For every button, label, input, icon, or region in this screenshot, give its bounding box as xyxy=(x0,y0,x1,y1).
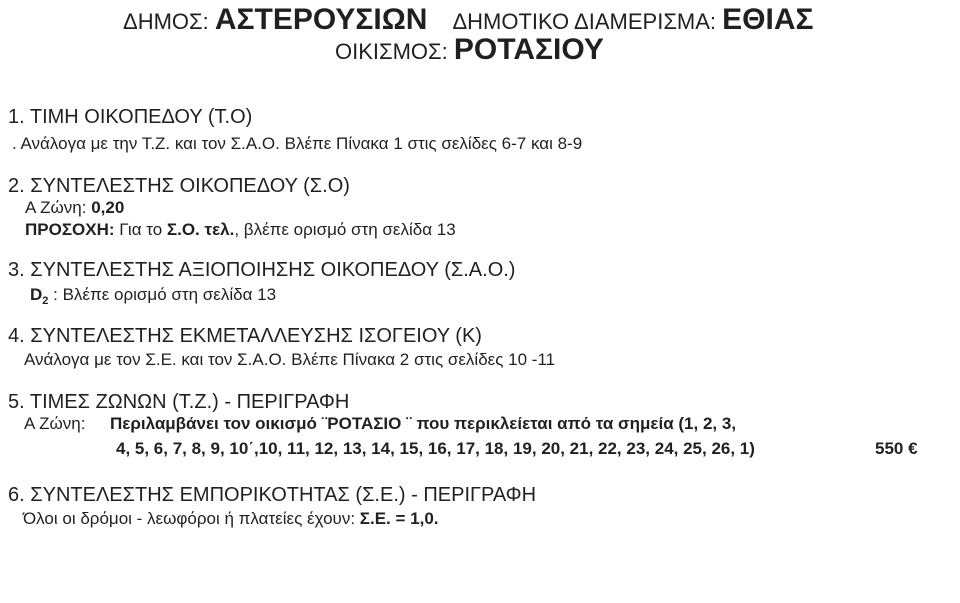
note-text-1: Για το xyxy=(119,220,163,239)
section-6-text: Όλοι οι δρόμοι - λεωφόροι ή πλατείες έχουν: xyxy=(23,509,356,528)
section-5-title: 5. ΤΙΜΕΣ ΖΩΝΩΝ (Τ.Ζ.) - ΠΕΡΙΓΡΑΦΗ xyxy=(8,391,350,413)
section-1-text: . Ανάλογα με την Τ.Ζ. και τον Σ.Α.Ο. Βλέπε Πίνακα 1 στις σελίδες 6-7 και 8-9 xyxy=(12,134,583,153)
oikismos-value: ΡΟΤΑΣΙΟΥ xyxy=(453,33,604,66)
section-6-title: 6. ΣΥΝΤΕΛΕΣΤΗΣ ΕΜΠΟΡΙΚΟΤΗΤΑΣ (Σ.Ε.) - ΠΕΡΙΓΡΑΦΗ xyxy=(8,484,537,506)
zone-value: 0,20 xyxy=(91,198,125,217)
header-line-1 xyxy=(123,3,814,37)
section-4-text: Ανάλογα με τον Σ.Ε. και τον Σ.Α.Ο. Βλέπε Πίνακα 2 στις σελίδες 10 -11 xyxy=(24,350,556,369)
dimos-label: ΔΗΜΟΣ: xyxy=(123,9,209,34)
section-5-price: 550 € xyxy=(875,439,918,458)
d-label: D xyxy=(30,285,43,304)
section-3-title: 3. ΣΥΝΤΕΛΕΣΤΗΣ ΑΞΙΟΠΟΙΗΣΗΣ ΟΙΚΟΠΕΔΟΥ (Σ.Α.Ο.) xyxy=(8,259,516,281)
diamerisma-value: ΕΘΙΑΣ xyxy=(722,3,814,36)
section-2-note xyxy=(25,220,456,240)
header-line-2 xyxy=(335,33,604,67)
section-6-value: Σ.Ε. = 1,0. xyxy=(359,509,439,528)
section-3-d2 xyxy=(30,285,276,307)
oikismos-label: ΟΙΚΙΣΜΟΣ: xyxy=(335,39,448,64)
note-text-2: , βλέπε ορισμό στη σελίδα 13 xyxy=(234,220,456,239)
section-5-desc-1: Περιλαμβάνει τον οικισμό ¨ΡΟΤΑΣΙΟ ¨ που περικλείεται από τα σημεία (1, 2, 3, xyxy=(110,414,737,433)
section-1-title: 1. ΤΙΜΗ ΟΙΚΟΠΕΔΟΥ (Τ.Ο) xyxy=(8,106,253,128)
note-bold: Σ.Ο. τελ. xyxy=(166,220,235,239)
d-subscript: 2 xyxy=(42,295,49,307)
section-4-title: 4. ΣΥΝΤΕΛΕΣΤΗΣ ΕΚΜΕΤΑΛΛΕΥΣΗΣ ΙΣΟΓΕΙΟΥ (Κ) xyxy=(8,325,482,347)
dimos-value: ΑΣΤΕΡΟΥΣΙΩΝ xyxy=(214,3,428,36)
section-5-zone-label: Α Ζώνη: xyxy=(24,414,86,433)
section-2-title: 2. ΣΥΝΤΕΛΕΣΤΗΣ ΟΙΚΟΠΕΔΟΥ (Σ.Ο) xyxy=(8,175,350,197)
note-label: ΠΡΟΣΟΧΗ: xyxy=(25,220,115,239)
section-6-text-line xyxy=(23,509,439,529)
section-2-zone xyxy=(25,198,124,218)
zone-label: Α Ζώνη: xyxy=(25,198,87,217)
section-5-desc-2: 4, 5, 6, 7, 8, 9, 10΄,10, 11, 12, 13, 14, 15, 16, 17, 18, 19, 20, 21, 22, 23, 24, 25, 26, 1) xyxy=(116,439,755,458)
diamerisma-label: ΔΗΜΟΤΙΚΟ ΔΙΑΜΕΡΙΣΜΑ: xyxy=(452,9,717,34)
d-text: : Βλέπε ορισμό στη σελίδα 13 xyxy=(53,285,277,304)
